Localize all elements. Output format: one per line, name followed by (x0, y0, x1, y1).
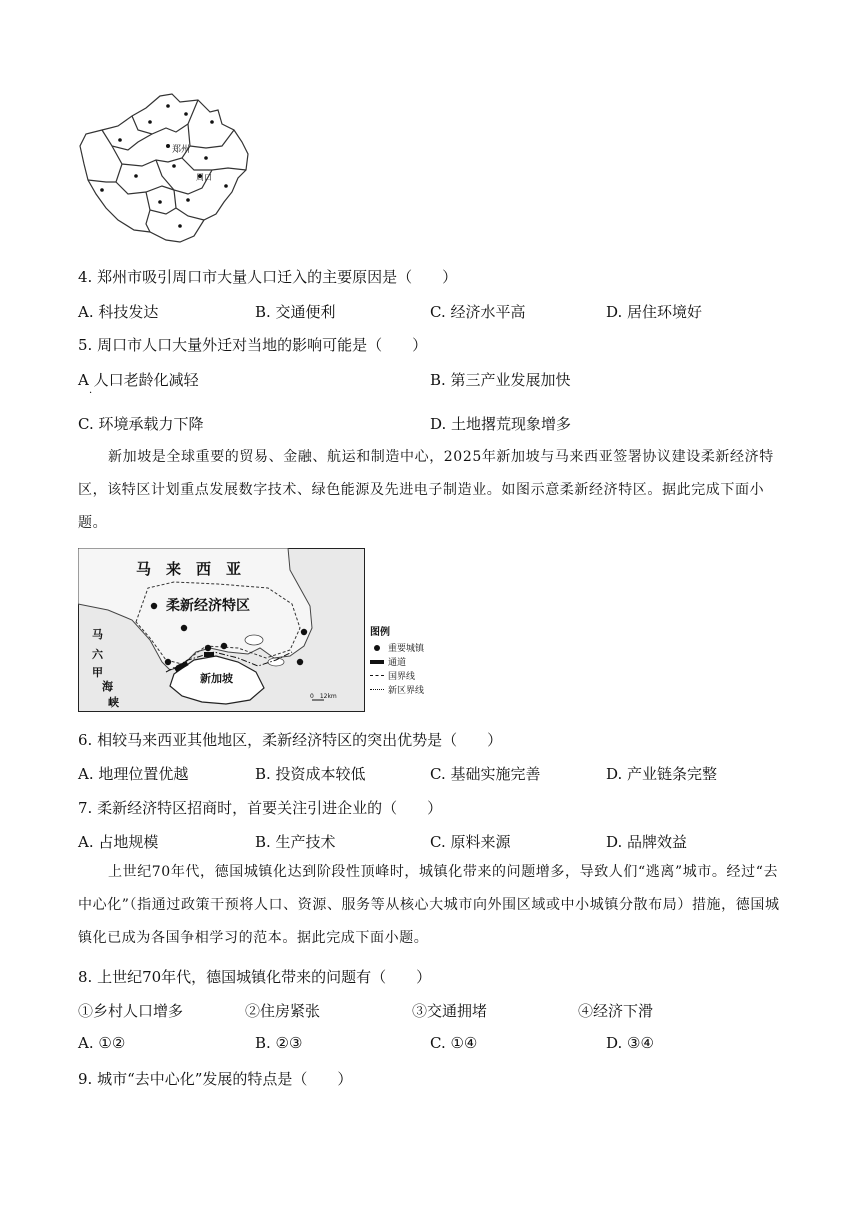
q4-option-b[interactable]: B. 交通便利 (255, 303, 336, 321)
q8-option-c[interactable]: C. ①④ (430, 1034, 478, 1052)
passage-germany-text: 上世纪70年代，德国城镇化达到阶段性顶峰时，城镇化带来的问题增多，导致人们“逃离”城市。经过“去中心化”（指通过政策干预将人口、资源、服务等从核心大城市向外围区域或中小城镇分散布局）措施，德国城镇化已成为各国争相学习的范本。据此完成下面小题。 (78, 864, 780, 946)
map1-label-zhengzhou: 郑州 (172, 145, 191, 155)
legend-item-corridor: 通道 (370, 656, 460, 670)
q8-item-2: ②住房紧张 (245, 1002, 321, 1020)
q6-stem: 6. 相较马来西亚其他地区，柔新经济特区的突出优势是（ ） (78, 731, 503, 749)
q6-option-c[interactable]: C. 基础实施完善 (430, 765, 541, 783)
map2-city-label: 新加坡 (200, 672, 233, 685)
q8-option-b[interactable]: B. ②③ (255, 1034, 303, 1052)
q6-option-d[interactable]: D. 产业链条完整 (606, 765, 718, 783)
q9-stem: 9. 城市“去中心化”发展的特点是（ ） (78, 1070, 353, 1088)
q4-option-a[interactable]: A. 科技发达 (78, 303, 159, 321)
q8-option-d[interactable]: D. ③④ (606, 1034, 654, 1052)
q7-option-c[interactable]: C. 原料来源 (430, 833, 511, 851)
q4-option-d[interactable]: D. 居住环境好 (606, 303, 703, 321)
q7-option-a[interactable]: A. 占地规模 (78, 833, 159, 851)
q6-option-b[interactable]: B. 投资成本较低 (255, 765, 366, 783)
passage-germany (78, 856, 783, 955)
q5-option-a[interactable]: A 人口老龄化减轻 (78, 371, 199, 389)
q8-item-3: ③交通拥堵 (412, 1002, 488, 1020)
q5-option-d[interactable]: D. 土地撂荒现象增多 (430, 415, 572, 433)
passage-singapore-text: 新加坡是全球重要的贸易、金融、航运和制造中心，2025年新加坡与马来西亚签署协议建设柔新经济特区，该特区计划重点发展数字技术、绿色能源及先进电子制造业。如图示意柔新经济特区。据此完成下面小题。 (78, 449, 774, 531)
map2-country-label: 马 来 西 亚 (136, 560, 242, 578)
province-map (76, 90, 256, 252)
sez-map (78, 548, 365, 712)
q8-item-4: ④经济下滑 (578, 1002, 654, 1020)
map2-strait-char-5: 峡 (108, 696, 119, 709)
q4-stem: 4. 郑州市吸引周口市大量人口迁入的主要原因是（ ） (78, 268, 458, 286)
map2-strait-char-2: 六 (92, 648, 103, 661)
passage-singapore (78, 441, 783, 540)
legend-item-border: 国界线 (370, 670, 460, 684)
q4-option-c[interactable]: C. 经济水平高 (430, 303, 526, 321)
legend-item-town: 重要城镇 (370, 642, 460, 656)
map2-strait-char-1: 马 (92, 628, 103, 641)
legend-item-zone-border: 新区界线 (370, 684, 460, 698)
q7-stem: 7. 柔新经济特区招商时，首要关注引进企业的（ ） (78, 799, 443, 817)
q8-option-a[interactable]: A. ①② (78, 1034, 126, 1052)
map2-zone-label: 柔新经济特区 (166, 598, 250, 614)
q5-option-c[interactable]: C. 环境承载力下降 (78, 415, 204, 433)
q7-option-d[interactable]: D. 品牌效益 (606, 833, 688, 851)
q7-option-b[interactable]: B. 生产技术 (255, 833, 336, 851)
map2-strait-char-3: 甲 (92, 666, 103, 679)
q8-item-1: ①乡村人口增多 (78, 1002, 184, 1020)
legend-title: 图例 (370, 627, 390, 638)
q5-stem: 5. 周口市人口大量外迁对当地的影响可能是（ ） (78, 336, 428, 354)
map2-strait-char-4: 海 (102, 680, 113, 693)
q8-stem: 8. 上世纪70年代，德国城镇化带来的问题有（ ） (78, 968, 432, 986)
q5-option-a-dot: · (89, 388, 93, 399)
map2-legend (370, 626, 460, 698)
q6-option-a[interactable]: A. 地理位置优越 (78, 765, 189, 783)
map2-scale: 0 12km (310, 693, 337, 700)
q5-option-b[interactable]: B. 第三产业发展加快 (430, 371, 571, 389)
map1-label-zhoukou: 周口 (196, 173, 212, 182)
